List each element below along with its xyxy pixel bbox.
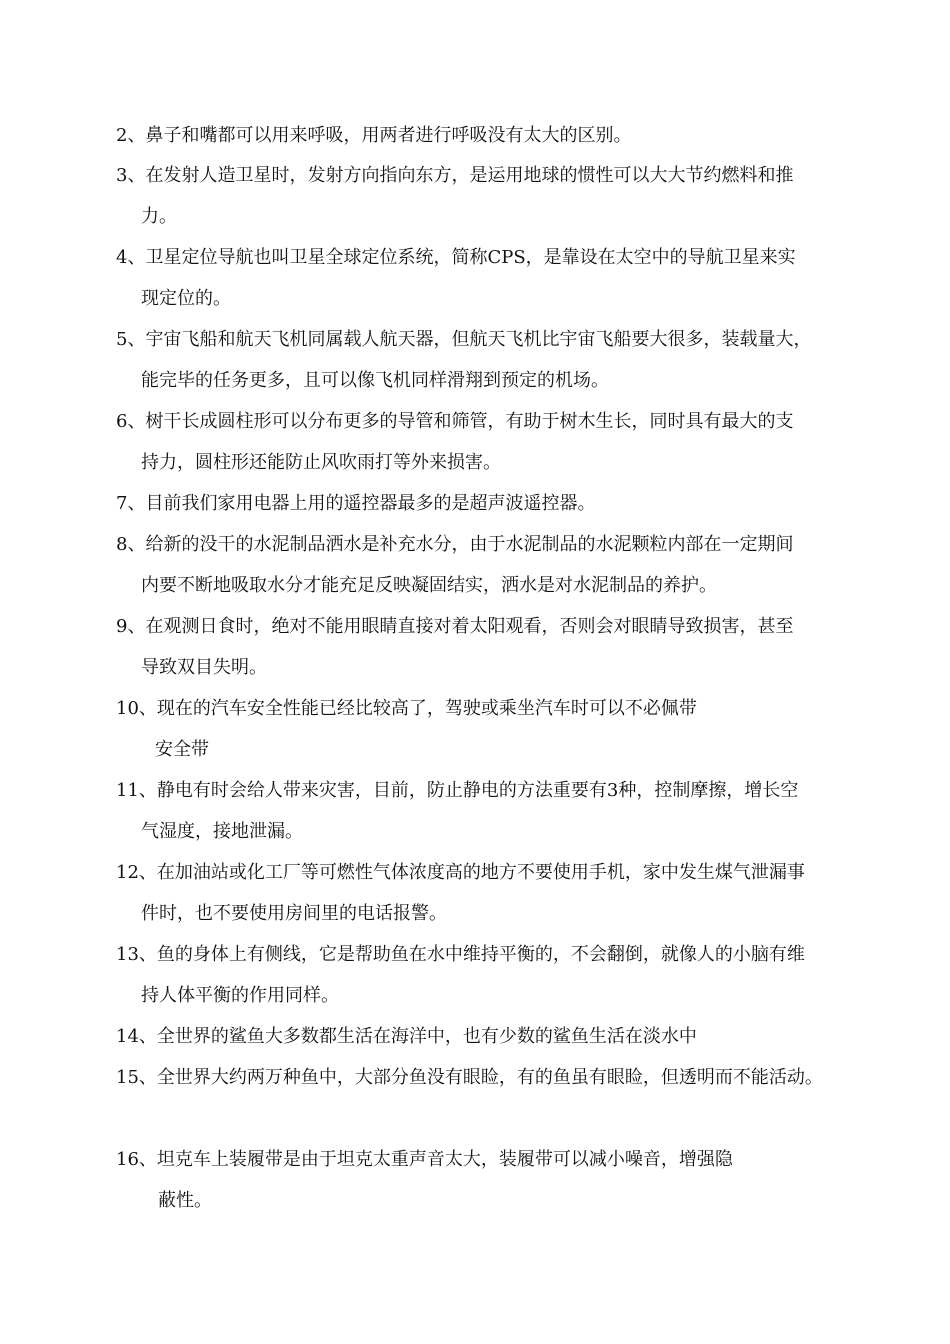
text-line: 3、在发射人造卫星时，发射方向指向东方，是运用地球的惯性可以大大节约燃料和推 bbox=[116, 165, 794, 186]
text-line: 15、全世界大约两万种鱼中，大部分鱼没有眼睑，有的鱼虽有眼睑，但透明而不能活动。 bbox=[116, 1067, 823, 1088]
text-line: 16、坦克车上装履带是由于坦克太重声音太大，装履带可以减小噪音，增强隐 bbox=[116, 1149, 733, 1170]
text-line: 件时，也不要使用房间里的电话报警。 bbox=[141, 903, 447, 924]
text-line: 气湿度，接地泄漏。 bbox=[141, 821, 303, 842]
text-line: 内要不断地吸取水分才能充足反映凝固结实，洒水是对水泥制品的养护。 bbox=[141, 575, 717, 596]
text-line: 7、目前我们家用电器上用的遥控器最多的是超声波遥控器。 bbox=[116, 493, 596, 514]
text-line: 10、现在的汽车安全性能已经比较高了，驾驶或乘坐汽车时可以不必佩带 bbox=[116, 698, 697, 719]
text-line: 现定位的。 bbox=[141, 288, 231, 309]
text-line: 8、给新的没干的水泥制品洒水是补充水分，由于水泥制品的水泥颗粒内部在一定期间 bbox=[116, 534, 794, 555]
text-line: 13、鱼的身体上有侧线，它是帮助鱼在水中维持平衡的，不会翻倒，就像人的小脑有维 bbox=[116, 944, 805, 965]
text-line: 9、在观测日食时，绝对不能用眼睛直接对着太阳观看，否则会对眼睛导致损害，甚至 bbox=[116, 616, 794, 637]
text-line: 11、静电有时会给人带来灾害，目前，防止静电的方法重要有3种，控制摩擦，增长空 bbox=[116, 780, 799, 801]
text-line: 4、卫星定位导航也叫卫星全球定位系统，简称CPS，是靠设在太空中的导航卫星来实 bbox=[116, 247, 796, 268]
text-line: 14、全世界的鲨鱼大多数都生活在海洋中，也有少数的鲨鱼生活在淡水中 bbox=[116, 1026, 697, 1047]
text-line: 力。 bbox=[141, 206, 177, 227]
text-line: 6、树干长成圆柱形可以分布更多的导管和筛管，有助于树木生长，同时具有最大的支 bbox=[116, 411, 794, 432]
text-line: 持力，圆柱形还能防止风吹雨打等外来损害。 bbox=[141, 452, 501, 473]
text-line: 导致双目失明。 bbox=[141, 657, 267, 678]
text-line: 安全带 bbox=[155, 739, 209, 760]
text-line: 12、在加油站或化工厂等可燃性气体浓度高的地方不要使用手机，家中发生煤气泄漏事 bbox=[116, 862, 805, 883]
text-line: 5、宇宙飞船和航天飞机同属载人航天器，但航天飞机比宇宙飞船要大很多，装载量大， bbox=[116, 329, 812, 350]
text-line: 能完毕的任务更多，且可以像飞机同样滑翔到预定的机场。 bbox=[141, 370, 609, 391]
text-line: 蔽性。 bbox=[158, 1190, 212, 1211]
text-line: 持人体平衡的作用同样。 bbox=[141, 985, 339, 1006]
text-line: 2、鼻子和嘴都可以用来呼吸，用两者进行呼吸没有太大的区别。 bbox=[116, 125, 632, 146]
